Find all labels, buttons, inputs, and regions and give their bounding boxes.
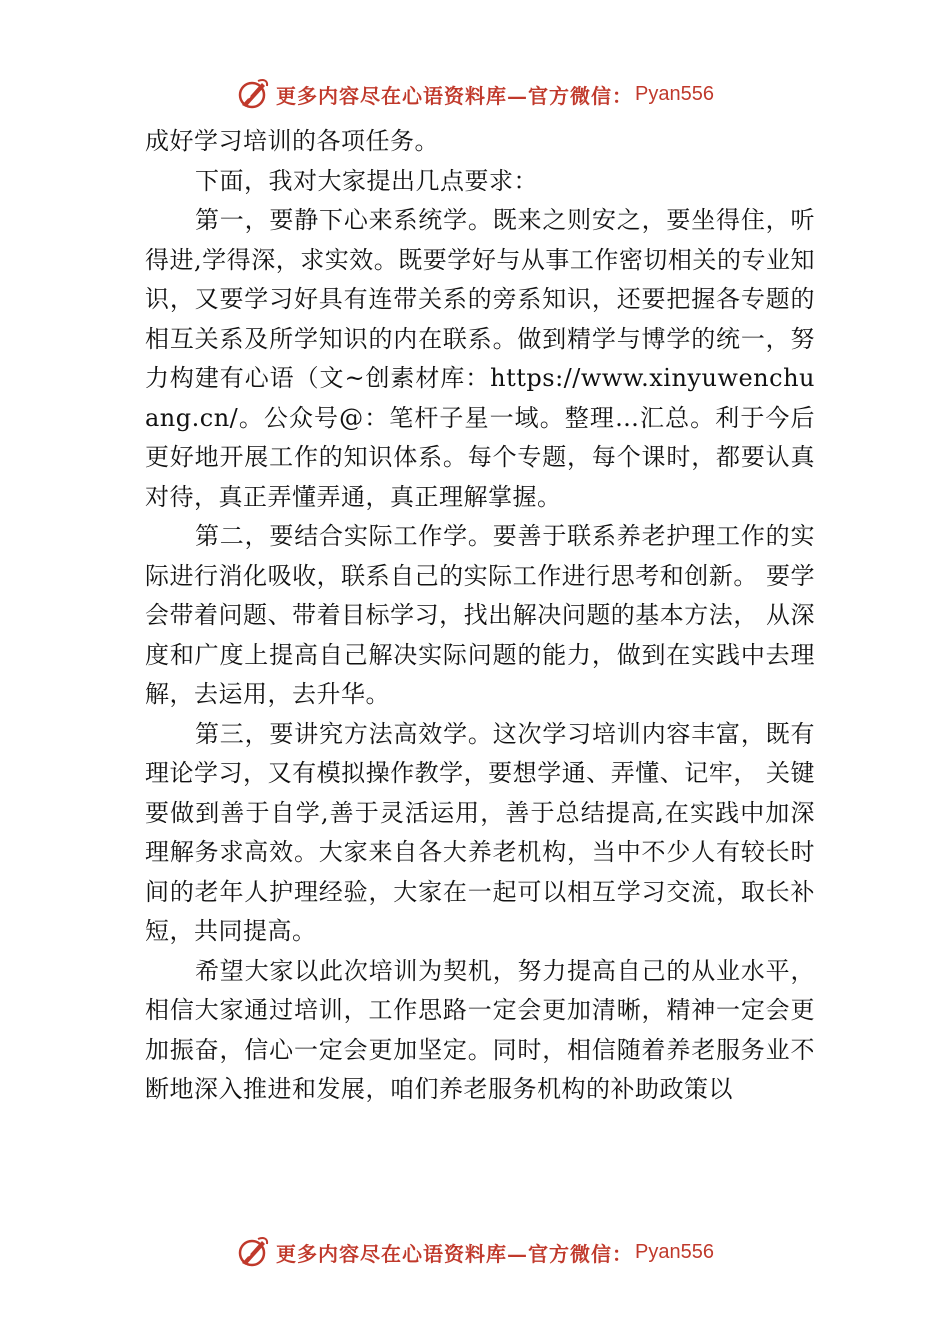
footer-banner-text: 更多内容尽在心语资料库—官方微信：	[276, 1241, 634, 1266]
footer-banner	[0, 1232, 950, 1272]
paragraph-hope: 希望大家以此次培训为契机，努力提高自己的从业水平，相信大家通过培训，工作思路一定会更加清晰，精神一定会更加振奋，信心一定会更加坚定。同时，相信随着养老服务业不断地深入推进和发展，咱们养老服务机构的补助政策以	[145, 956, 815, 1103]
header-wechat-id: Pyan556	[635, 82, 714, 105]
paragraph-intro: 下面，我对大家提出几点要求：	[195, 166, 538, 195]
paragraph-requirement-1: 第一，要静下心来系统学。既来之则安之，要坐得住，听得进,学得深，求实效。既要学好与从事工作密切相关的专业知识，又要学习好具有连带关系的旁系知识，还要把握各专题的相互关系及所学知识的内在联系。做到精学与博学的统一，努力构建有心语（文~创素材库：https://www.xinyuwenchuang.cn/。公众号@：笔杆子星一域。整理…汇总。利于今后更好地开展工作的知识体系。每个专题，每个课时，都要认真对待，真正弄懂弄通，真正理解掌握。	[145, 206, 815, 511]
paragraph-requirement-2: 第二，要结合实际工作学。要善于联系养老护理工作的实际进行消化吸收，联系自己的实际工作进行思考和创新。 要学会带着问题、带着目标学习，找出解决问题的基本方法， 从深度和广度上提高自己解决实际问题的能力，做到在实践中去理解，去运用，去升华。	[145, 522, 815, 708]
header-banner	[0, 74, 950, 114]
paragraph-requirement-3: 第三，要讲究方法高效学。这次学习培训内容丰富，既有理论学习，又有模拟操作教学，要想学通、弄懂、记牢， 关键要做到善于自学,善于灵活运用，善于总结提高,在实践中加深理解务求高效。大家来自各大养老机构，当中不少人有较长时间的老年人护理经验，大家在一起可以相互学习交流，取长补短，共同提高。	[145, 719, 815, 945]
document-body	[145, 122, 815, 1110]
footer-wechat-id: Pyan556	[635, 1240, 714, 1263]
pen-quill-logo-icon	[236, 77, 270, 111]
header-banner-text: 更多内容尽在心语资料库—官方微信：	[276, 83, 634, 108]
paragraph-continuation: 成好学习培训的各项任务。	[145, 127, 439, 155]
pen-quill-logo-icon	[236, 1235, 270, 1269]
